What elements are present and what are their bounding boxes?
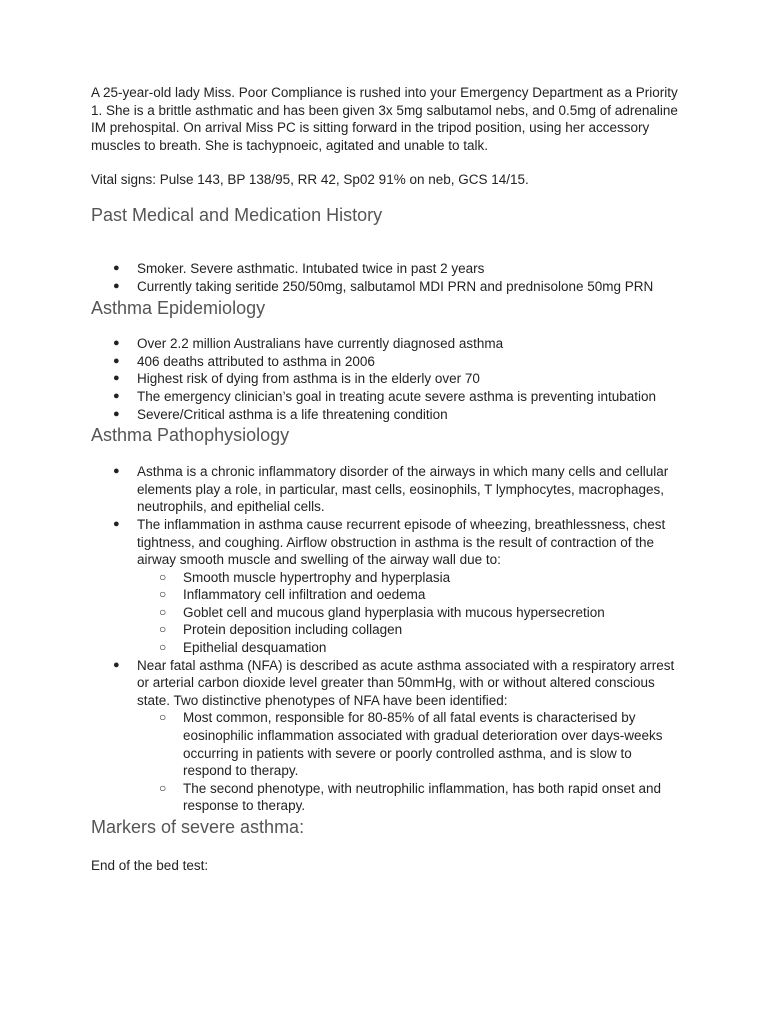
sub-list xyxy=(137,569,678,657)
list-item: ● Smoker. Severe asthmatic. Intubated twice in past 2 years xyxy=(113,260,485,276)
list-item: ● The inflammation in asthma cause recurrent episode of wheezing, breathlessness, chest tightness, and coughing. Airflow obstruction in asthma is the result of contraction of the airway smooth muscle and swelling of the airway wall due to: ○ Smooth muscle hypertrophy and hyperplasia ○ Inflammatory cell infiltration and oedema ○ Goblet cell and mucous gland hyperplasia with mucous hypersecretion ○ Protein deposition including collagen ○ Epithelial desquamation xyxy=(91,516,678,657)
circle-bullet-icon: ○ xyxy=(159,569,167,584)
bullet-icon: ● xyxy=(113,337,120,350)
heading-markers: Markers of severe asthma: xyxy=(91,817,305,837)
bullet-icon: ● xyxy=(113,465,120,478)
sub-list xyxy=(137,709,678,815)
sub-list-item: ○ Smooth muscle hypertrophy and hyperplasia xyxy=(159,569,451,585)
circle-bullet-icon: ○ xyxy=(159,587,167,602)
vital-signs: Vital signs: Pulse 143, BP 138/95, RR 42, Sp02 91% on neb, GCS 14/15. xyxy=(91,172,529,188)
history-list xyxy=(91,260,678,295)
bullet-icon: ● xyxy=(113,407,120,420)
sub-list-item: ○ Protein deposition including collagen xyxy=(159,622,403,638)
bullet-icon: ● xyxy=(113,261,120,274)
pathophysiology-list xyxy=(91,463,678,815)
sub-list-item: ○ Goblet cell and mucous gland hyperplasia with mucous hypersecretion xyxy=(159,604,605,620)
bullet-icon: ● xyxy=(113,389,120,402)
circle-bullet-icon: ○ xyxy=(159,622,167,637)
circle-bullet-icon: ○ xyxy=(159,604,167,619)
circle-bullet-icon: ○ xyxy=(159,640,167,655)
bullet-icon: ● xyxy=(113,354,120,367)
heading-epidemiology: Asthma Epidemiology xyxy=(91,298,266,319)
bullet-icon: ● xyxy=(113,517,120,530)
bullet-icon: ● xyxy=(113,279,120,292)
list-item: ● Over 2.2 million Australians have currently diagnosed asthma xyxy=(113,336,504,352)
list-item: ● Asthma is a chronic inflammatory disorder of the airways in which many cells and cellular elements play a role, in particular, mast cells, eosinophils, T lymphocytes, macrophages, neutrophils, and epithelial cells. xyxy=(113,464,669,515)
list-item: ● 406 deaths attributed to asthma in 2006 xyxy=(113,353,375,369)
bullet-icon: ● xyxy=(113,658,120,671)
list-item: ● Near fatal asthma (NFA) is described as acute asthma associated with a respiratory arrest or arterial carbon dioxide level greater than 50mmHg, with or without altered conscious state. Two distinctive phenotypes of NFA have been identified: ○ Most common, responsible for 80-85% of all fatal events is characterised by eosinophilic inflammation associated with gradual deterioration over days-weeks occurring in patients with severe or poorly controlled asthma, and is slow to respond to therapy. ○ The second phenotype, with neutrophilic inflammation, has both rapid onset and response to therapy. xyxy=(91,657,678,815)
heading-history: Past Medical and Medication History xyxy=(91,204,383,225)
sub-list-item: ○ Epithelial desquamation xyxy=(159,640,327,656)
epidemiology-list xyxy=(91,335,678,423)
list-item: ● The emergency clinician’s goal in treating acute severe asthma is preventing intubation xyxy=(113,388,657,404)
list-item: ● Severe/Critical asthma is a life threatening condition xyxy=(113,406,448,422)
list-item: ● Highest risk of dying from asthma is in the elderly over 70 xyxy=(113,371,480,387)
sub-list-item: ○ The second phenotype, with neutrophilic inflammation, has both rapid onset and response to therapy. xyxy=(159,780,662,814)
end-of-bed-text: End of the bed test: xyxy=(91,858,209,873)
sub-list-item: ○ Inflammatory cell infiltration and oedema xyxy=(159,587,426,603)
circle-bullet-icon: ○ xyxy=(159,710,167,725)
sub-list-item: ○ Most common, responsible for 80-85% of all fatal events is characterised by eosinophilic inflammation associated with gradual deterioration over days-weeks occurring in patients with severe or poorly controlled asthma, and is slow to respond to therapy. xyxy=(159,710,663,779)
list-item: ● Currently taking seritide 250/50mg, salbutamol MDI PRN and prednisolone 50mg PRN xyxy=(113,278,654,294)
intro-paragraph: A 25-year-old lady Miss. Poor Compliance is rushed into your Emergency Department as a Priority 1. She is a brittle asthmatic and has been given 3x 5mg salbutamol nebs, and 0.5mg of adrenaline IM prehospital. On arrival Miss PC is sitting forward in the tripod position, using her accessory muscles to breath. She is tachypnoeic, agitated and unable to talk. xyxy=(91,85,678,153)
circle-bullet-icon: ○ xyxy=(159,780,167,795)
heading-pathophysiology: Asthma Pathophysiology xyxy=(91,425,290,446)
bullet-icon: ● xyxy=(113,372,120,385)
